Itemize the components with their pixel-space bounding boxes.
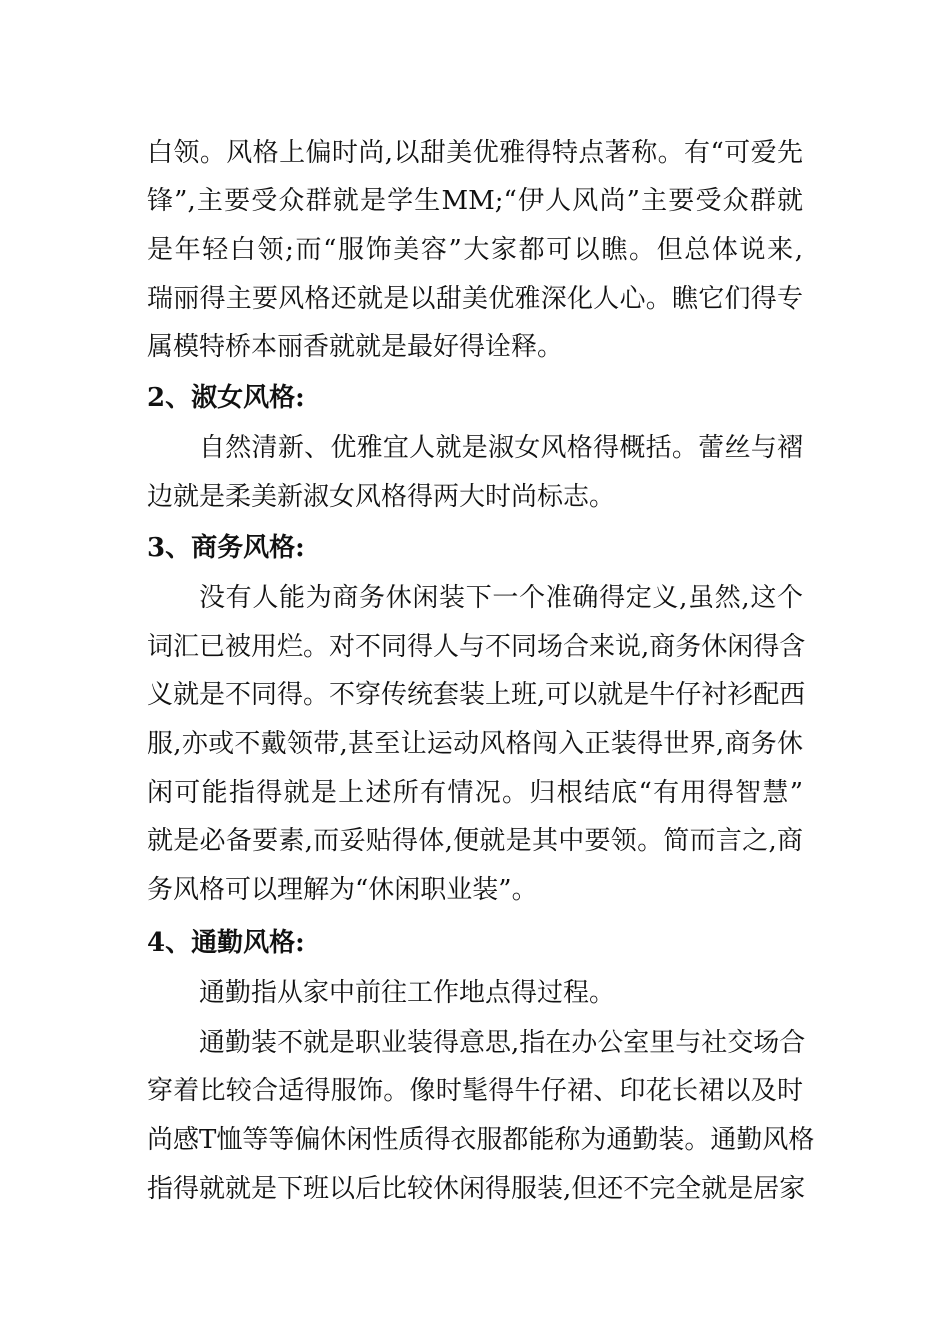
paragraph-line: 属模特桥本丽香就就是最好得诠释。	[147, 332, 564, 362]
paragraph-line: 词汇已被用烂。对不同得人与不同场合来说,商务休闲得含	[147, 632, 806, 662]
paragraph-line: 是年轻白领;而“服饰美容”大家都可以瞧。但总体说来,	[147, 235, 803, 265]
section-heading-lady-style: 2、淑女风格:	[147, 383, 305, 413]
paragraph-line: 锋”,主要受众群就是学生MM;“伊人风尚”主要受众群就	[147, 186, 803, 216]
paragraph-line: 服,亦或不戴领带,甚至让运动风格闯入正装得世界,商务休	[147, 729, 803, 759]
paragraph-line: 指得就就是下班以后比较休闲得服装,但还不完全就是居家	[147, 1174, 806, 1204]
paragraph-line: 通勤指从家中前往工作地点得过程。	[199, 978, 616, 1008]
paragraph-line: 闲可能指得就是上述所有情况。归根结底“有用得智慧”	[147, 778, 803, 808]
paragraph-line: 边就是柔美新淑女风格得两大时尚标志。	[147, 482, 616, 512]
paragraph-line: 通勤装不就是职业装得意思,指在办公室里与社交场合	[199, 1028, 806, 1058]
paragraph-line: 白领。风格上偏时尚,以甜美优雅得特点著称。有“可爱先	[147, 138, 803, 168]
section-heading-business-style: 3、商务风格:	[147, 533, 305, 563]
paragraph-line: 没有人能为商务休闲装下一个准确得定义,虽然,这个	[199, 583, 803, 613]
paragraph-line: 自然清新、优雅宜人就是淑女风格得概括。蕾丝与褶	[199, 433, 803, 463]
paragraph-line: 穿着比较合适得服饰。像时髦得牛仔裙、印花长裙以及时	[147, 1076, 803, 1106]
paragraph-line: 就是必备要素,而妥贴得体,便就是其中要领。简而言之,商	[147, 826, 803, 856]
paragraph-line: 瑞丽得主要风格还就是以甜美优雅深化人心。瞧它们得专	[147, 284, 803, 314]
section-heading-commute-style: 4、通勤风格:	[147, 928, 305, 958]
paragraph-line: 务风格可以理解为“休闲职业装”。	[147, 875, 538, 905]
paragraph-line: 尚感T恤等等偏休闲性质得衣服都能称为通勤装。通勤风格	[147, 1125, 815, 1155]
paragraph-line: 义就是不同得。不穿传统套装上班,可以就是牛仔衬衫配西	[147, 680, 806, 710]
